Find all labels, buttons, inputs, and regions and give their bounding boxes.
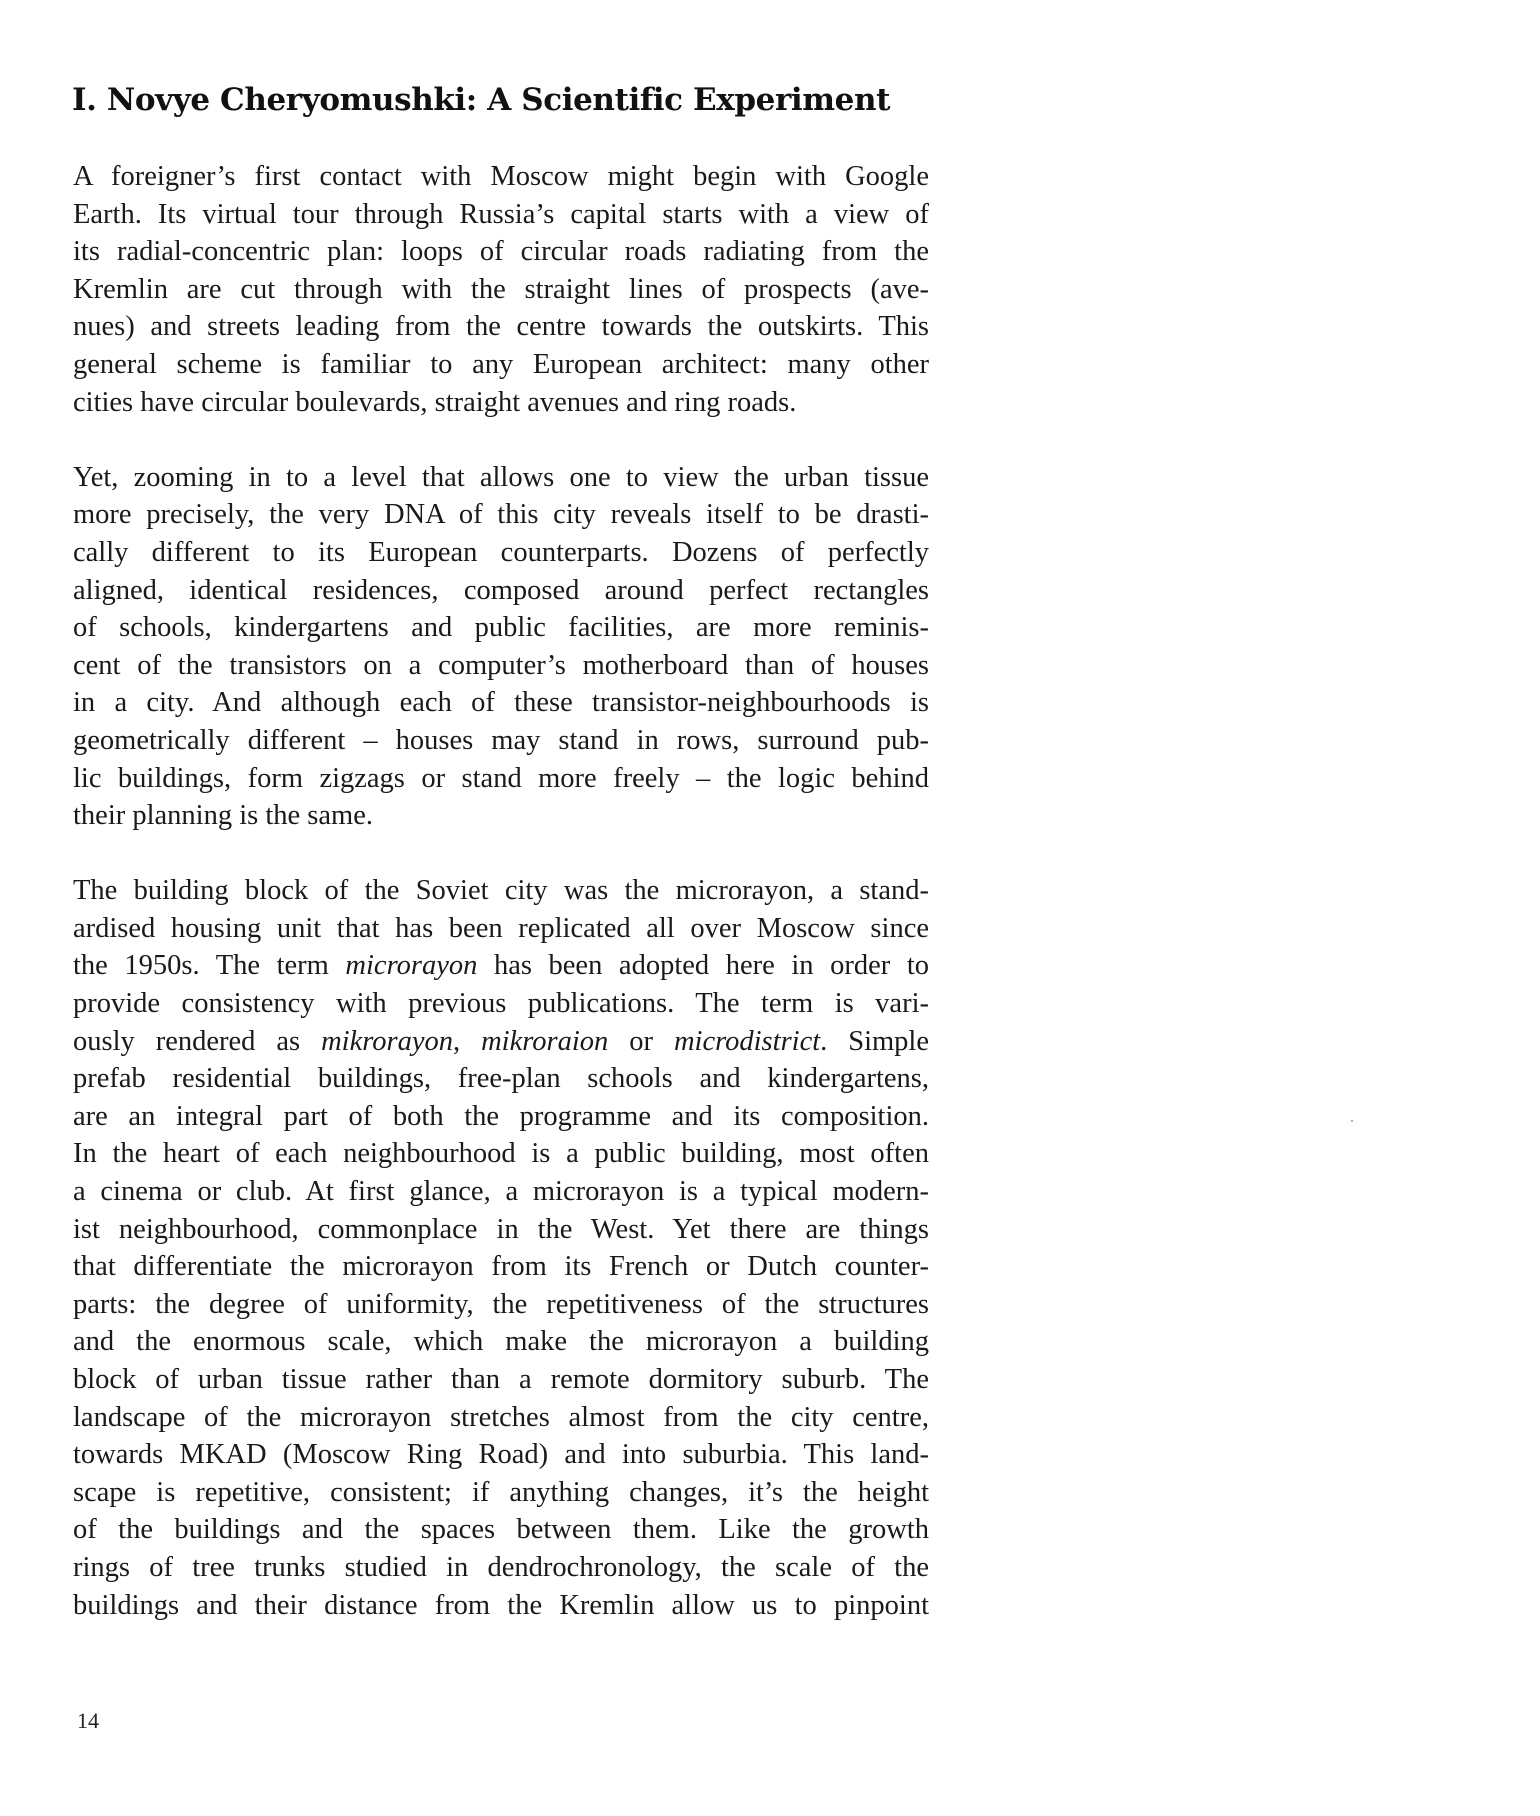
text-line: landscape of the microrayon stretches almost from the city centre, (73, 1401, 929, 1433)
text-line: rings of tree trunks studied in dendrochronology, the scale of the (73, 1551, 929, 1583)
chapter-title: I. Novye Cheryomushki: A Scientific Experiment (72, 82, 891, 118)
italic-term: microdistrict (673, 1025, 821, 1057)
text-line: In the heart of each neighbourhood is a public building, most often (73, 1138, 929, 1170)
italic-term: mikroraion (481, 1025, 609, 1057)
text-line: their planning is the same. (73, 800, 373, 832)
italic-term: microrayon (345, 950, 478, 982)
text-line: prefab residential buildings, free-plan schools and kindergartens, (73, 1063, 929, 1095)
text-run: the 1950s. The term (73, 950, 346, 982)
text-run: or (608, 1025, 674, 1057)
text-line: A foreigner’s first contact with Moscow might begin with Google (73, 161, 929, 192)
text-run: ously rendered as (73, 1025, 322, 1057)
text-line-with-italic (73, 947, 929, 985)
paragraph-3 (73, 872, 929, 1624)
text-line: provide consistency with previous publications. The term is vari- (73, 988, 929, 1020)
text-line: of the buildings and the spaces between them. Like the growth (73, 1514, 929, 1546)
text-line: of schools, kindergartens and public facilities, are more reminis- (73, 612, 929, 644)
text-line: geometrically different – houses may stand in rows, surround pub- (73, 724, 929, 756)
text-line: scape is repetitive, consistent; if anything changes, it’s the height (73, 1476, 929, 1508)
text-line: Kremlin are cut through with the straight lines of prospects (ave- (73, 273, 929, 305)
text-line: cent of the transistors on a computer’s motherboard than of houses (73, 649, 929, 681)
italic-term: mikrorayon (321, 1025, 453, 1057)
text-run: has been adopted here in order to (477, 950, 930, 982)
text-run: , (453, 1025, 482, 1057)
text-line: cities have circular boulevards, straight avenues and ring roads. (73, 386, 797, 418)
text-line: The building block of the Soviet city was the microrayon, a stand- (73, 875, 929, 907)
text-line: cally different to its European counterparts. Dozens of perfectly (73, 536, 929, 568)
text-line: block of urban tissue rather than a remote dormitory suburb. The (73, 1364, 929, 1395)
text-line: ist neighbourhood, commonplace in the West. Yet there are things (73, 1213, 929, 1245)
text-line: ardised housing unit that has been replicated all over Moscow since (73, 912, 929, 944)
text-line: general scheme is familiar to any European architect: many other (73, 348, 929, 380)
text-line: more precisely, the very DNA of this city reveals itself to be drasti- (73, 499, 929, 531)
text-line: Yet, zooming in to a level that allows one to view the urban tissue (73, 461, 929, 493)
text-line: towards MKAD (Moscow Ring Road) and into suburbia. This land- (73, 1439, 929, 1471)
paragraph-1 (73, 158, 929, 421)
text-line: and the enormous scale, which make the microrayon a building (73, 1326, 929, 1358)
text-line: are an integral part of both the programme and its composition. (73, 1100, 929, 1132)
body-text (73, 158, 929, 1624)
paragraph-2 (73, 459, 929, 835)
text-run: . Simple (820, 1025, 929, 1057)
text-line: its radial-concentric plan: loops of circular roads radiating from the (73, 236, 929, 268)
text-line: aligned, identical residences, composed around perfect rectangles (73, 574, 929, 606)
text-line: parts: the degree of uniformity, the repetitiveness of the structures (73, 1288, 929, 1320)
text-line: nues) and streets leading from the centre towards the outskirts. This (73, 311, 929, 343)
text-line: that differentiate the microrayon from its French or Dutch counter- (73, 1251, 929, 1283)
page-number: 14 (77, 1708, 99, 1733)
text-line: buildings and their distance from the Kremlin allow us to pinpoint (73, 1589, 929, 1621)
text-line-with-italic (73, 1023, 929, 1061)
text-line: Earth. Its virtual tour through Russia’s capital starts with a view of (73, 198, 929, 230)
scan-speck (1351, 1120, 1353, 1122)
text-line: in a city. And although each of these transistor-neighbourhoods is (73, 687, 929, 719)
text-line: a cinema or club. At first glance, a microrayon is a typical modern- (73, 1176, 929, 1208)
text-line: lic buildings, form zigzags or stand more freely – the logic behind (73, 762, 929, 794)
